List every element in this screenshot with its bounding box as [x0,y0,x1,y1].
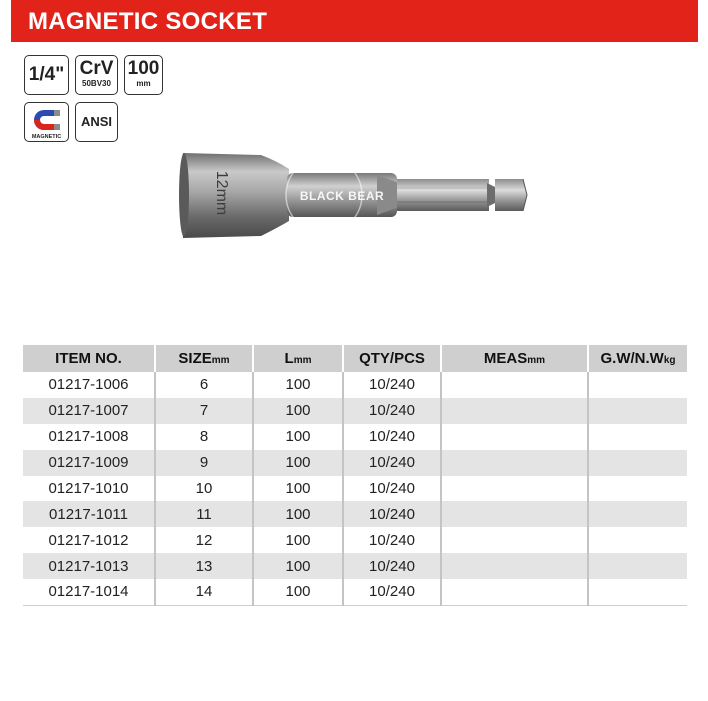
table-row [23,553,687,579]
size-cell: 6 [155,372,253,398]
socket-body [181,153,289,238]
weight-cell [588,476,687,502]
table-row [23,476,687,502]
size-cell: 10 [155,476,253,502]
size-cell: 14 [155,579,253,605]
qty-cell: 10/240 [343,553,441,579]
meas-cell [441,476,588,502]
table-row [23,450,687,476]
weight-cell [588,450,687,476]
weight-cell [588,398,687,424]
item-number-cell: 01217-1006 [48,376,129,394]
hex-shank [397,179,489,211]
size-cell: 8 [155,424,253,450]
magnet-icon [32,107,62,133]
qty-cell: 10/240 [343,398,441,424]
column-header-qty: QTY/PCS [343,345,441,372]
column-header-weight: G.W/N.Wkg [588,345,687,372]
weight-cell [588,424,687,450]
qty-cell: 10/240 [343,372,441,398]
item-number-cell: 01217-1014 [23,579,155,605]
length-cell: 100 [253,476,343,502]
length-cell: 100 [253,579,343,605]
column-header-meas: MEASmm [441,345,588,372]
qty-cell: 10/240 [343,527,441,553]
qty-cell: 10/240 [343,501,441,527]
length-cell: 100 [253,372,343,398]
item-number-cell: 01217-1012 [48,531,129,549]
engraved-size: 12mm [213,170,230,216]
qty-cell: 10/240 [343,424,441,450]
item-number-cell: 01217-1009 [23,450,155,476]
item-number-cell: 01217-1010 [48,480,129,497]
weight-cell [588,579,687,605]
item-number-cell: 01217-1008 [48,428,129,446]
weight-cell [588,553,687,579]
qty-cell: 10/240 [343,476,441,502]
magnetic-badge [24,102,69,142]
specification-table [23,345,687,606]
length-cell: 100 [253,398,343,424]
material-grade-label: 50BV30 [82,79,111,88]
meas-cell [441,579,588,605]
length-cell: 100 [253,527,343,553]
meas-cell [441,424,588,450]
length-cell: 100 [253,424,343,450]
column-header-item-no: ITEM NO. [23,345,155,372]
meas-cell [441,553,588,579]
item-number-cell: 01217-1013 [23,553,155,579]
weight-cell [588,527,687,553]
column-header-length: Lmm [253,345,343,372]
length-cell: 100 [253,501,343,527]
size-cell: 7 [155,398,253,424]
size-cell: 9 [155,450,253,476]
weight-cell [588,372,687,398]
size-cell: 12 [155,527,253,553]
drive-size-badge: 1/4" [24,55,69,95]
socket-product-image [177,143,533,248]
brand-watermark: BLACK BEAR [299,189,385,203]
size-cell: 13 [155,553,253,579]
standard-badge: ANSI [75,102,118,142]
size-cell: 11 [155,501,253,527]
length-cell: 100 [253,553,343,579]
weight-cell [588,501,687,527]
qty-cell: 10/240 [343,450,441,476]
material-badge [75,55,118,95]
qty-cell: 10/240 [343,579,441,605]
length-value: 100 [127,58,160,79]
table-row [23,424,687,450]
meas-cell [441,450,588,476]
table-row [23,398,687,424]
column-header-size: SIZEmm [155,345,253,372]
page-title: MAGNETIC SOCKET [11,0,698,42]
material-label: CrV [79,58,114,79]
meas-cell [441,372,588,398]
length-cell: 100 [253,450,343,476]
table-row [23,527,687,553]
item-number-cell: 01217-1011 [23,501,155,527]
length-unit: mm [136,79,151,88]
table-row [23,579,687,605]
item-number-cell: 01217-1007 [23,398,155,424]
meas-cell [441,501,588,527]
meas-cell [441,527,588,553]
meas-cell [441,398,588,424]
table-row [23,501,687,527]
magnetic-label: MAGNETIC [31,134,62,140]
table-header-row [23,345,687,372]
table-row [23,372,687,398]
length-badge [124,55,163,95]
